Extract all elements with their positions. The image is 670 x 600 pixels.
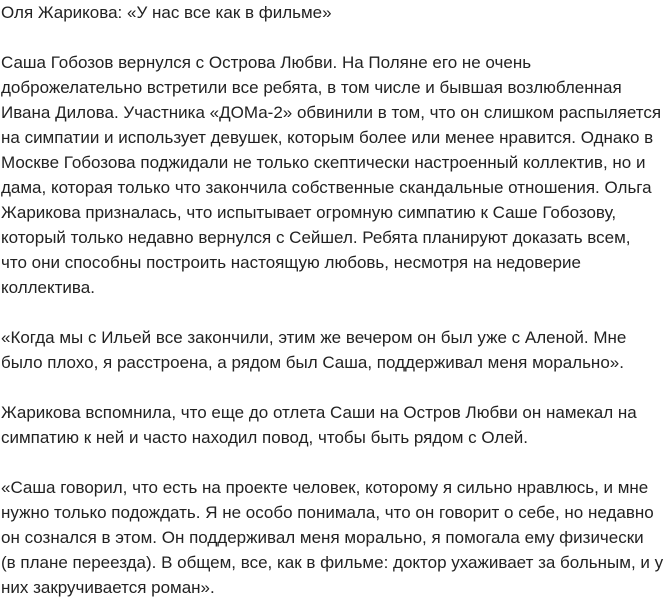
paragraph-line: них закручивается роман». [1,578,215,597]
article-paragraph [1,475,670,600]
paragraph-line: он сознался в этом. Он поддерживал меня морально, я помогала ему физически [1,528,644,547]
paragraph-line: дама, которая только что закончила собственные скандальные отношения. Ольга [1,178,652,197]
paragraph-line: на симпатии и использует девушек, которым более или менее нравится. Однако в [1,128,654,147]
paragraph-line: было плохо, я расстроена, а рядом был Саша, поддерживал меня морально». [1,353,624,372]
paragraph-line: «Когда мы с Ильей все закончили, этим же вечером он был уже с Аленой. Мне [1,328,627,347]
paragraph-line: Ивана Дилова. Участника «ДОМа-2» обвинили в том, что он слишком распыляется [1,103,662,122]
paragraph-line: доброжелательно встретили все ребята, в том числе и бывшая возлюбленная [1,78,622,97]
paragraph-line: «Саша говорил, что есть на проекте человек, которому я сильно нравлюсь, и мне [1,478,649,497]
article-paragraph [1,400,670,450]
paragraph-line: нужно только подождать. Я не особо понимала, что он говорит о себе, но недавно [1,503,654,522]
paragraph-line: коллектива. [1,278,95,297]
article-title: Оля Жарикова: «У нас все как в фильме» [1,3,332,22]
paragraph-line: Саша Гобозов вернулся с Острова Любви. На Поляне его не очень [1,53,532,72]
paragraph-line: Жарикова вспомнила, что еще до отлета Саши на Остров Любви он намекал на [1,403,637,422]
paragraph-line: что они способны построить настоящую любовь, несмотря на недоверие [1,253,581,272]
article-paragraph [1,325,670,375]
article-paragraph [1,50,670,300]
paragraph-line: Москве Гобозова поджидали не только скептически настроенный коллектив, но и [1,153,646,172]
paragraph-line: Жарикова призналась, что испытывает огромную симпатию к Саше Гобозову, [1,203,617,222]
paragraph-line: который только недавно вернулся с Сейшел. Ребята планируют доказать всем, [1,228,631,247]
paragraph-line: симпатию к ней и часто находил повод, чтобы быть рядом с Олей. [1,428,528,447]
paragraph-line: (в плане переезда). В общем, все, как в фильме: доктор ухаживает за больным, и у [1,553,664,572]
